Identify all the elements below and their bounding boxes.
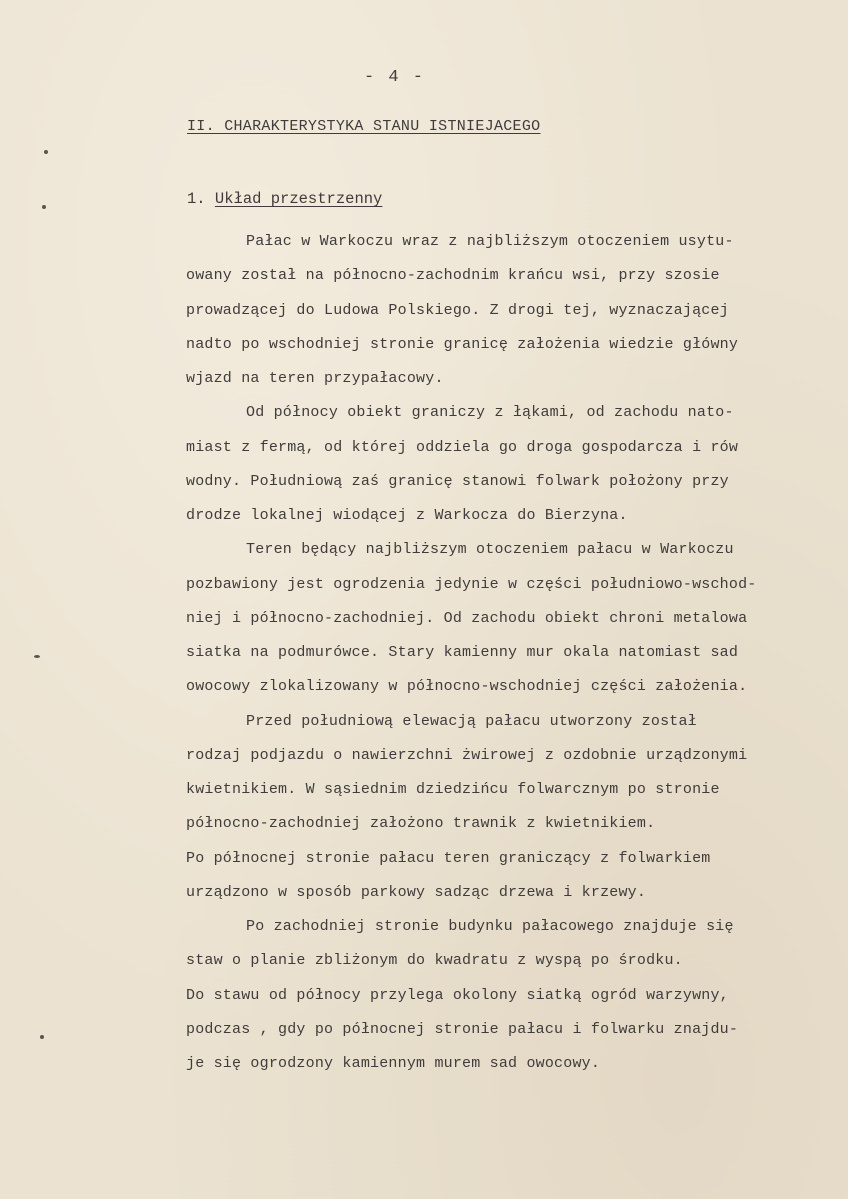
punch-hole-mark xyxy=(34,655,40,658)
text-line: staw o planie zbliżonym do kwadratu z wyspą po środku. xyxy=(186,952,683,970)
punch-hole-mark xyxy=(40,1035,44,1039)
subsection-title: Układ przestrzenny xyxy=(214,190,383,208)
text-line: Od północy obiekt graniczy z łąkami, od zachodu nato- xyxy=(246,404,734,422)
text-line: niej i północno-zachodniej. Od zachodu obiekt chroni metalowa xyxy=(186,609,748,627)
text-line: podczas , gdy po północnej stronie pałacu i folwarku znajdu- xyxy=(186,1020,739,1038)
text-line: miast z fermą, od której oddziela go droga gospodarcza i rów xyxy=(186,438,739,456)
text-line: urządzono w sposób parkowy sadząc drzewa i krzewy. xyxy=(186,883,647,901)
text-line: Teren będący najbliższym otoczeniem pałacu w Warkoczu xyxy=(246,541,734,559)
text-line: wjazd na teren przypałacowy. xyxy=(186,370,444,387)
subsection-heading xyxy=(187,190,382,208)
text-line: Pałac w Warkoczu wraz z najbliższym otoczeniem usytu- xyxy=(246,233,734,250)
subsection-number: 1. xyxy=(187,190,206,208)
punch-hole-mark xyxy=(44,150,48,154)
page-number: - 4 - xyxy=(364,68,426,87)
text-line: Po zachodniej stronie budynku pałacowego znajduje się xyxy=(246,918,734,935)
text-line: północno-zachodniej założono trawnik z kwietnikiem. xyxy=(186,815,656,833)
text-line: nadto po wschodniej stronie granicę założenia wiedzie główny xyxy=(186,335,739,353)
text-line: wodny. Południową zaś granicę stanowi folwark położony przy xyxy=(186,472,729,490)
text-line: siatka na podmurówce. Stary kamienny mur okala natomiast sad xyxy=(186,644,739,661)
text-line: owany został na północno-zachodnim krańcu wsi, przy szosie xyxy=(186,267,720,285)
text-line: prowadzącej do Ludowa Polskiego. Z drogi tej, wyznaczającej xyxy=(186,301,729,319)
punch-hole-mark xyxy=(42,205,46,209)
text-line: kwietnikiem. W sąsiednim dziedzińcu folwarcznym po stronie xyxy=(186,781,720,798)
text-line: drodze lokalnej wiodącej z Warkocza do Bierzyna. xyxy=(186,507,628,524)
text-line: Do stawu od północy przylega okolony siatką ogród warzywny, xyxy=(186,986,729,1004)
text-line: Przed południową elewacją pałacu utworzony został xyxy=(246,712,697,730)
section-heading: II. CHARAKTERYSTYKA STANU ISTNIEJACEGO xyxy=(187,118,541,135)
text-line: pozbawiony jest ogrodzenia jedynie w części południowo-wschod- xyxy=(186,575,757,593)
text-line: owocowy zlokalizowany w północno-wschodniej części założenia. xyxy=(186,678,748,696)
text-line: rodzaj podjazdu o nawierzchni żwirowej z ozdobnie urządzonymi xyxy=(186,746,748,764)
text-line: Po północnej stronie pałacu teren graniczący z folwarkiem xyxy=(186,849,711,867)
text-line: je się ogrodzony kamiennym murem sad owocowy. xyxy=(186,1055,601,1072)
